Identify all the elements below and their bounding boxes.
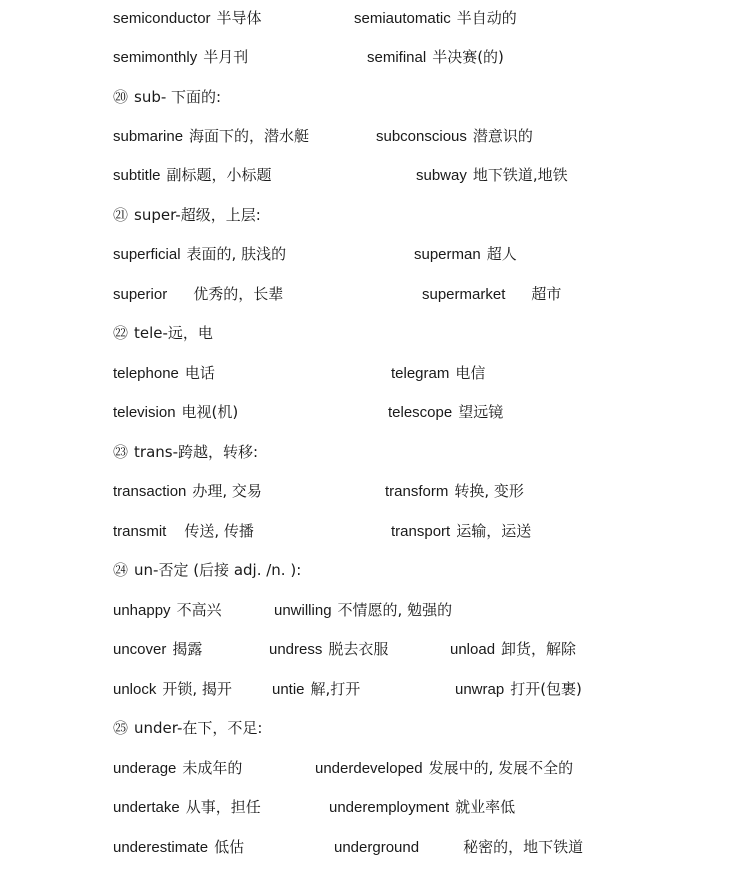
vocab-entry [113,284,283,305]
entry-word: submarine [113,128,184,145]
vocab-entry [113,402,238,423]
entry-word: untie [272,681,305,698]
entry-meaning: 发展中的, 发展不全的 [428,759,574,777]
entry-meaning: 脱去衣服 [328,640,389,658]
entry-meaning: 打开(包裹) [510,680,582,698]
entry-word: television [113,404,176,421]
entry-word: transform [385,483,449,500]
entry-word: superior [113,286,168,303]
entry-meaning: 半月刊 [203,48,249,66]
entry-word: undertake [113,799,180,816]
entry-word: unwrap [455,681,505,698]
section-title: tele-远，电 [134,324,213,342]
entry-meaning: 优秀的，长辈 [193,285,284,303]
entry-meaning: 秘密的，地下铁道 [463,838,584,856]
entry-meaning: 电信 [455,364,486,382]
vocab-entry [315,758,573,779]
vocab-entry [113,481,262,502]
vocab-entry [391,363,485,384]
section-number: ㉕ [113,719,129,737]
entry-word: semiconductor [113,10,211,27]
entry-meaning: 超市 [531,285,562,303]
entry-word: superficial [113,246,181,263]
entry-meaning: 就业率低 [455,798,516,816]
vocab-entry [113,165,272,186]
entry-meaning: 半自动的 [456,9,517,27]
vocab-entry [416,165,568,186]
section-heading [113,205,261,226]
section-number: ⑳ [113,88,129,106]
vocab-entry [354,8,517,29]
entry-word: telephone [113,365,179,382]
entry-meaning: 不高兴 [176,601,222,619]
section-number: ㉓ [113,443,129,461]
entry-meaning: 表面的, 肤浅的 [186,245,287,263]
entry-meaning: 电话 [184,364,215,382]
vocab-entry [113,639,202,660]
section-number: ㉑ [113,206,129,224]
entry-word: subconscious [376,128,467,145]
entry-meaning: 办理, 交易 [192,482,262,500]
section-title: super-超级，上层: [134,206,261,224]
entry-meaning: 超人 [486,245,517,263]
section-number: ㉔ [113,561,129,579]
section-heading [113,718,262,739]
entry-word: semiautomatic [354,10,451,27]
vocab-entry [385,481,524,502]
entry-meaning: 半导体 [216,9,262,27]
vocab-entry [272,679,360,700]
entry-meaning: 海面下的，潜水艇 [189,127,310,145]
entry-meaning: 低估 [214,838,245,856]
vocab-entry [450,639,576,660]
section-heading [113,560,301,581]
section-heading [113,87,221,108]
vocab-entry [455,679,582,700]
entry-word: underestimate [113,839,209,856]
vocab-entry [113,600,222,621]
vocab-entry [113,758,242,779]
vocab-entry [269,639,388,660]
section-number: ㉒ [113,324,129,342]
vocab-entry [414,244,517,265]
entry-word: transport [391,523,451,540]
section-heading [113,323,213,344]
entry-word: underemployment [329,799,450,816]
section-title: un-否定 (后接 adj. /n. ): [134,561,302,579]
entry-meaning: 半决赛(的) [432,48,504,66]
vocab-entry [274,600,452,621]
entry-word: telescope [388,404,453,421]
entry-word: subtitle [113,167,161,184]
entry-word: unhappy [113,602,171,619]
entry-meaning: 望远镜 [458,403,504,421]
section-title: sub- 下面的: [134,88,222,106]
entry-meaning: 解,打开 [310,680,361,698]
entry-meaning: 转换, 变形 [454,482,524,500]
entry-word: semifinal [367,49,427,66]
entry-word: subway [416,167,467,184]
vocab-entry [388,402,503,423]
vocab-entry [113,797,261,818]
vocab-entry [113,47,248,68]
vocab-entry [113,8,262,29]
entry-meaning: 潜意识的 [472,127,533,145]
entry-word: undress [269,641,323,658]
entry-meaning: 运输，运送 [456,522,532,540]
vocab-entry [113,126,309,147]
entry-word: underground [334,839,420,856]
entry-meaning: 不情愿的, 勉强的 [337,601,453,619]
vocab-entry [329,797,515,818]
entry-word: transmit [113,523,167,540]
entry-word: unlock [113,681,157,698]
vocab-entry [113,244,286,265]
entry-meaning: 未成年的 [182,759,243,777]
entry-meaning: 副标题，小标题 [166,166,272,184]
section-title: under-在下，不足: [134,719,263,737]
entry-meaning: 揭露 [172,640,203,658]
entry-word: transaction [113,483,187,500]
vocab-entry [113,837,244,858]
entry-meaning: 地下铁道,地铁 [472,166,568,184]
entry-word: unload [450,641,496,658]
entry-word: supermarket [422,286,506,303]
entry-word: underdeveloped [315,760,423,777]
vocab-entry [376,126,533,147]
entry-meaning: 从事，担任 [185,798,261,816]
vocab-entry [334,837,583,858]
vocab-entry [113,679,232,700]
entry-word: unwilling [274,602,332,619]
entry-word: telegram [391,365,450,382]
vocab-entry [113,363,215,384]
entry-word: underage [113,760,177,777]
vocab-entry [422,284,561,305]
section-heading [113,442,258,463]
entry-word: uncover [113,641,167,658]
vocab-entry [113,521,254,542]
vocab-entry [391,521,531,542]
section-title: trans-跨越，转移: [134,443,259,461]
entry-meaning: 传送, 传播 [184,522,254,540]
entry-meaning: 开锁, 揭开 [162,680,232,698]
entry-meaning: 电视(机) [181,403,239,421]
entry-word: semimonthly [113,49,198,66]
entry-meaning: 卸货，解除 [501,640,577,658]
vocab-entry [367,47,504,68]
entry-word: superman [414,246,481,263]
